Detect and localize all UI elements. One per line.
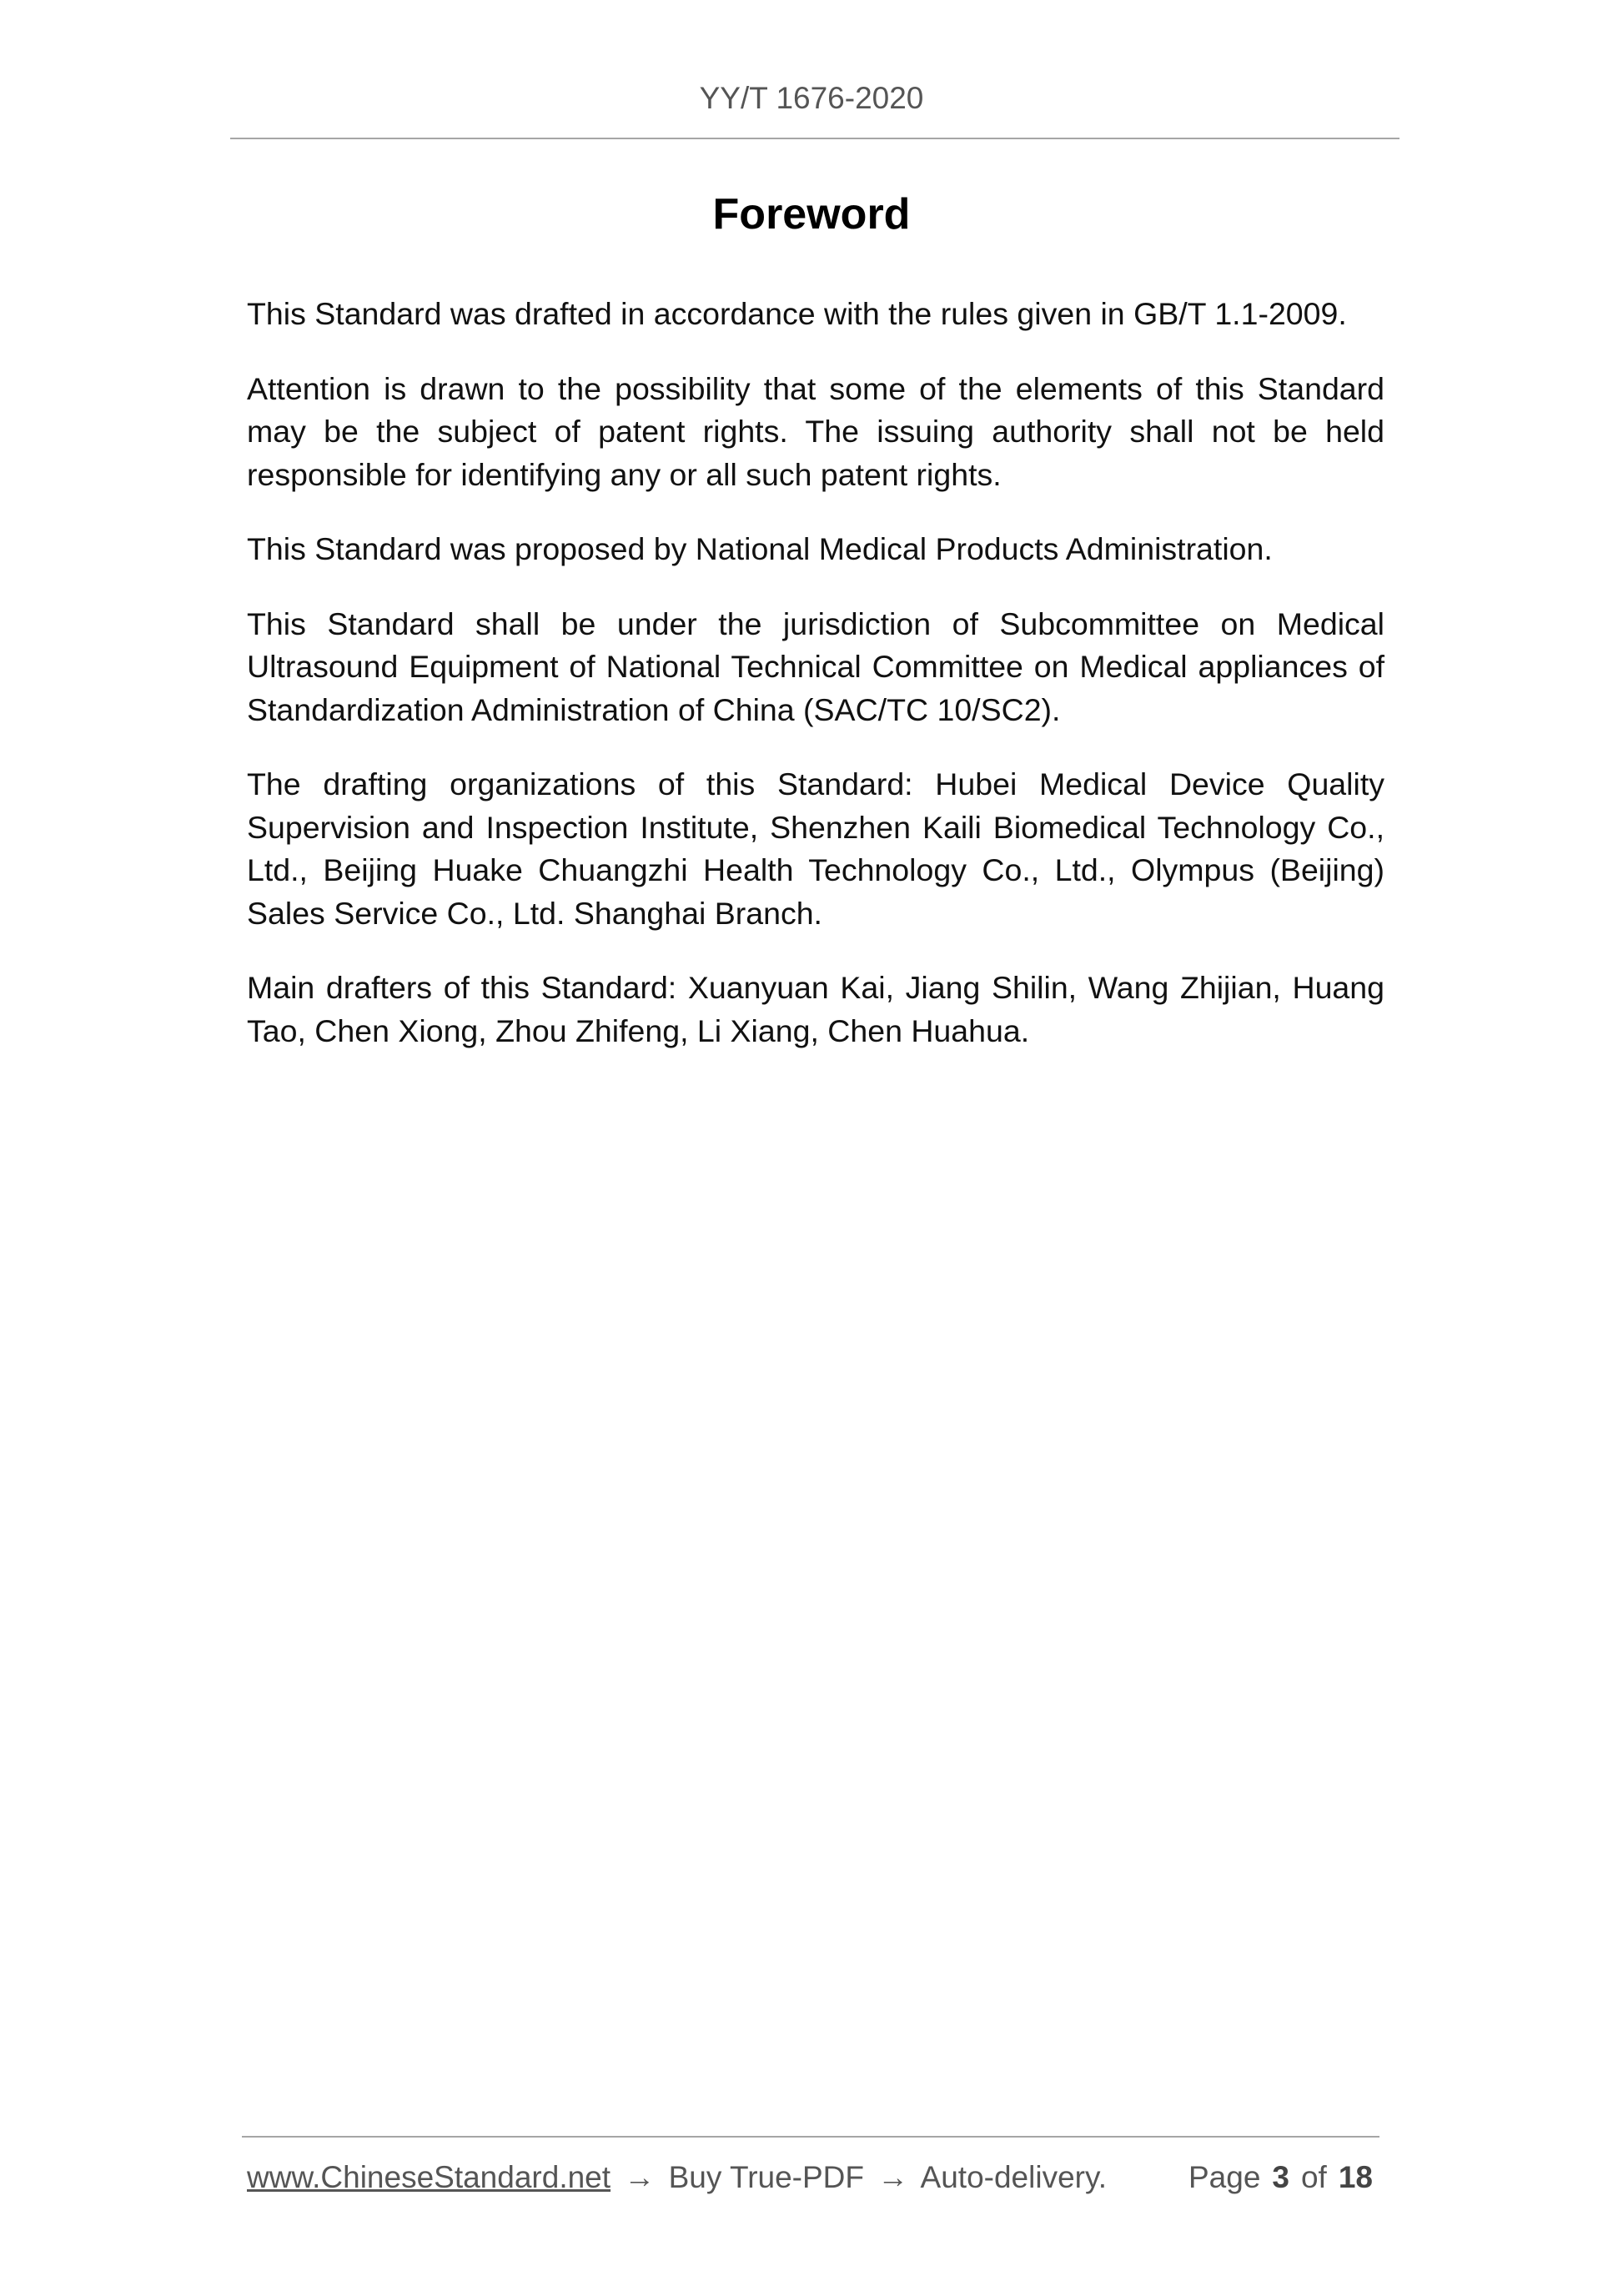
paragraph-drafting-rules: This Standard was drafted in accordance with the rules given in GB/T 1.1-2009. <box>247 296 1347 331</box>
page-footer <box>247 2158 1373 2198</box>
paragraph-main-drafters: Main drafters of this Standard: Xuanyuan Kai, Jiang Shilin, Wang Zhijian, Huang Tao, Chen Xiong, Zhou Zhifeng, Li Xiang, Chen Huahua. <box>247 970 1384 1048</box>
header-divider <box>230 138 1399 139</box>
paragraph-proposer: This Standard was proposed by National Medical Products Administration. <box>247 531 1273 566</box>
page-current: 3 <box>1272 2160 1289 2194</box>
page-label: Page <box>1188 2160 1261 2194</box>
buy-true-pdf-text: Buy True-PDF <box>668 2160 865 2194</box>
page-header <box>0 80 1623 117</box>
auto-delivery-text: Auto-delivery. <box>920 2160 1108 2194</box>
page-title: Foreword <box>712 190 911 239</box>
footer-divider <box>242 2136 1379 2138</box>
paragraph-jurisdiction: This Standard shall be under the jurisdiction of Subcommittee on Medical Ultrasound Equipment of National Technical Committee on Medical appliances of Standardization Administration of China (SAC/TC 10/SC2). <box>247 605 1384 727</box>
page-number <box>1188 2158 1373 2197</box>
document-id: YY/T 1676-2020 <box>699 81 924 115</box>
paragraph-drafting-organizations: The drafting organizations of this Standard: Hubei Medical Device Quality Supervision and Inspection Institute, Shenzhen Kaili Biomedical Technology Co., Ltd., Beijing Huake Chuangzhi Health Technology Co., Ltd., Olympus (Beijing) Sales Service Co., Ltd. Shanghai Branch. <box>247 766 1384 931</box>
foreword-body <box>247 293 1384 1084</box>
arrow-right-icon: → <box>624 2160 656 2194</box>
paragraph-patent-notice: Attention is drawn to the possibility that some of the elements of this Standard may be the subject of patent rights. The issuing authority shall not be held responsible for identifying any or all such patent rights. <box>247 370 1384 492</box>
website-link[interactable]: www.ChineseStandard.net <box>247 2160 611 2194</box>
footer-promo <box>247 2158 1107 2197</box>
arrow-right-icon: → <box>877 2160 909 2194</box>
of-label: of <box>1300 2160 1327 2194</box>
page-total: 18 <box>1338 2160 1373 2194</box>
